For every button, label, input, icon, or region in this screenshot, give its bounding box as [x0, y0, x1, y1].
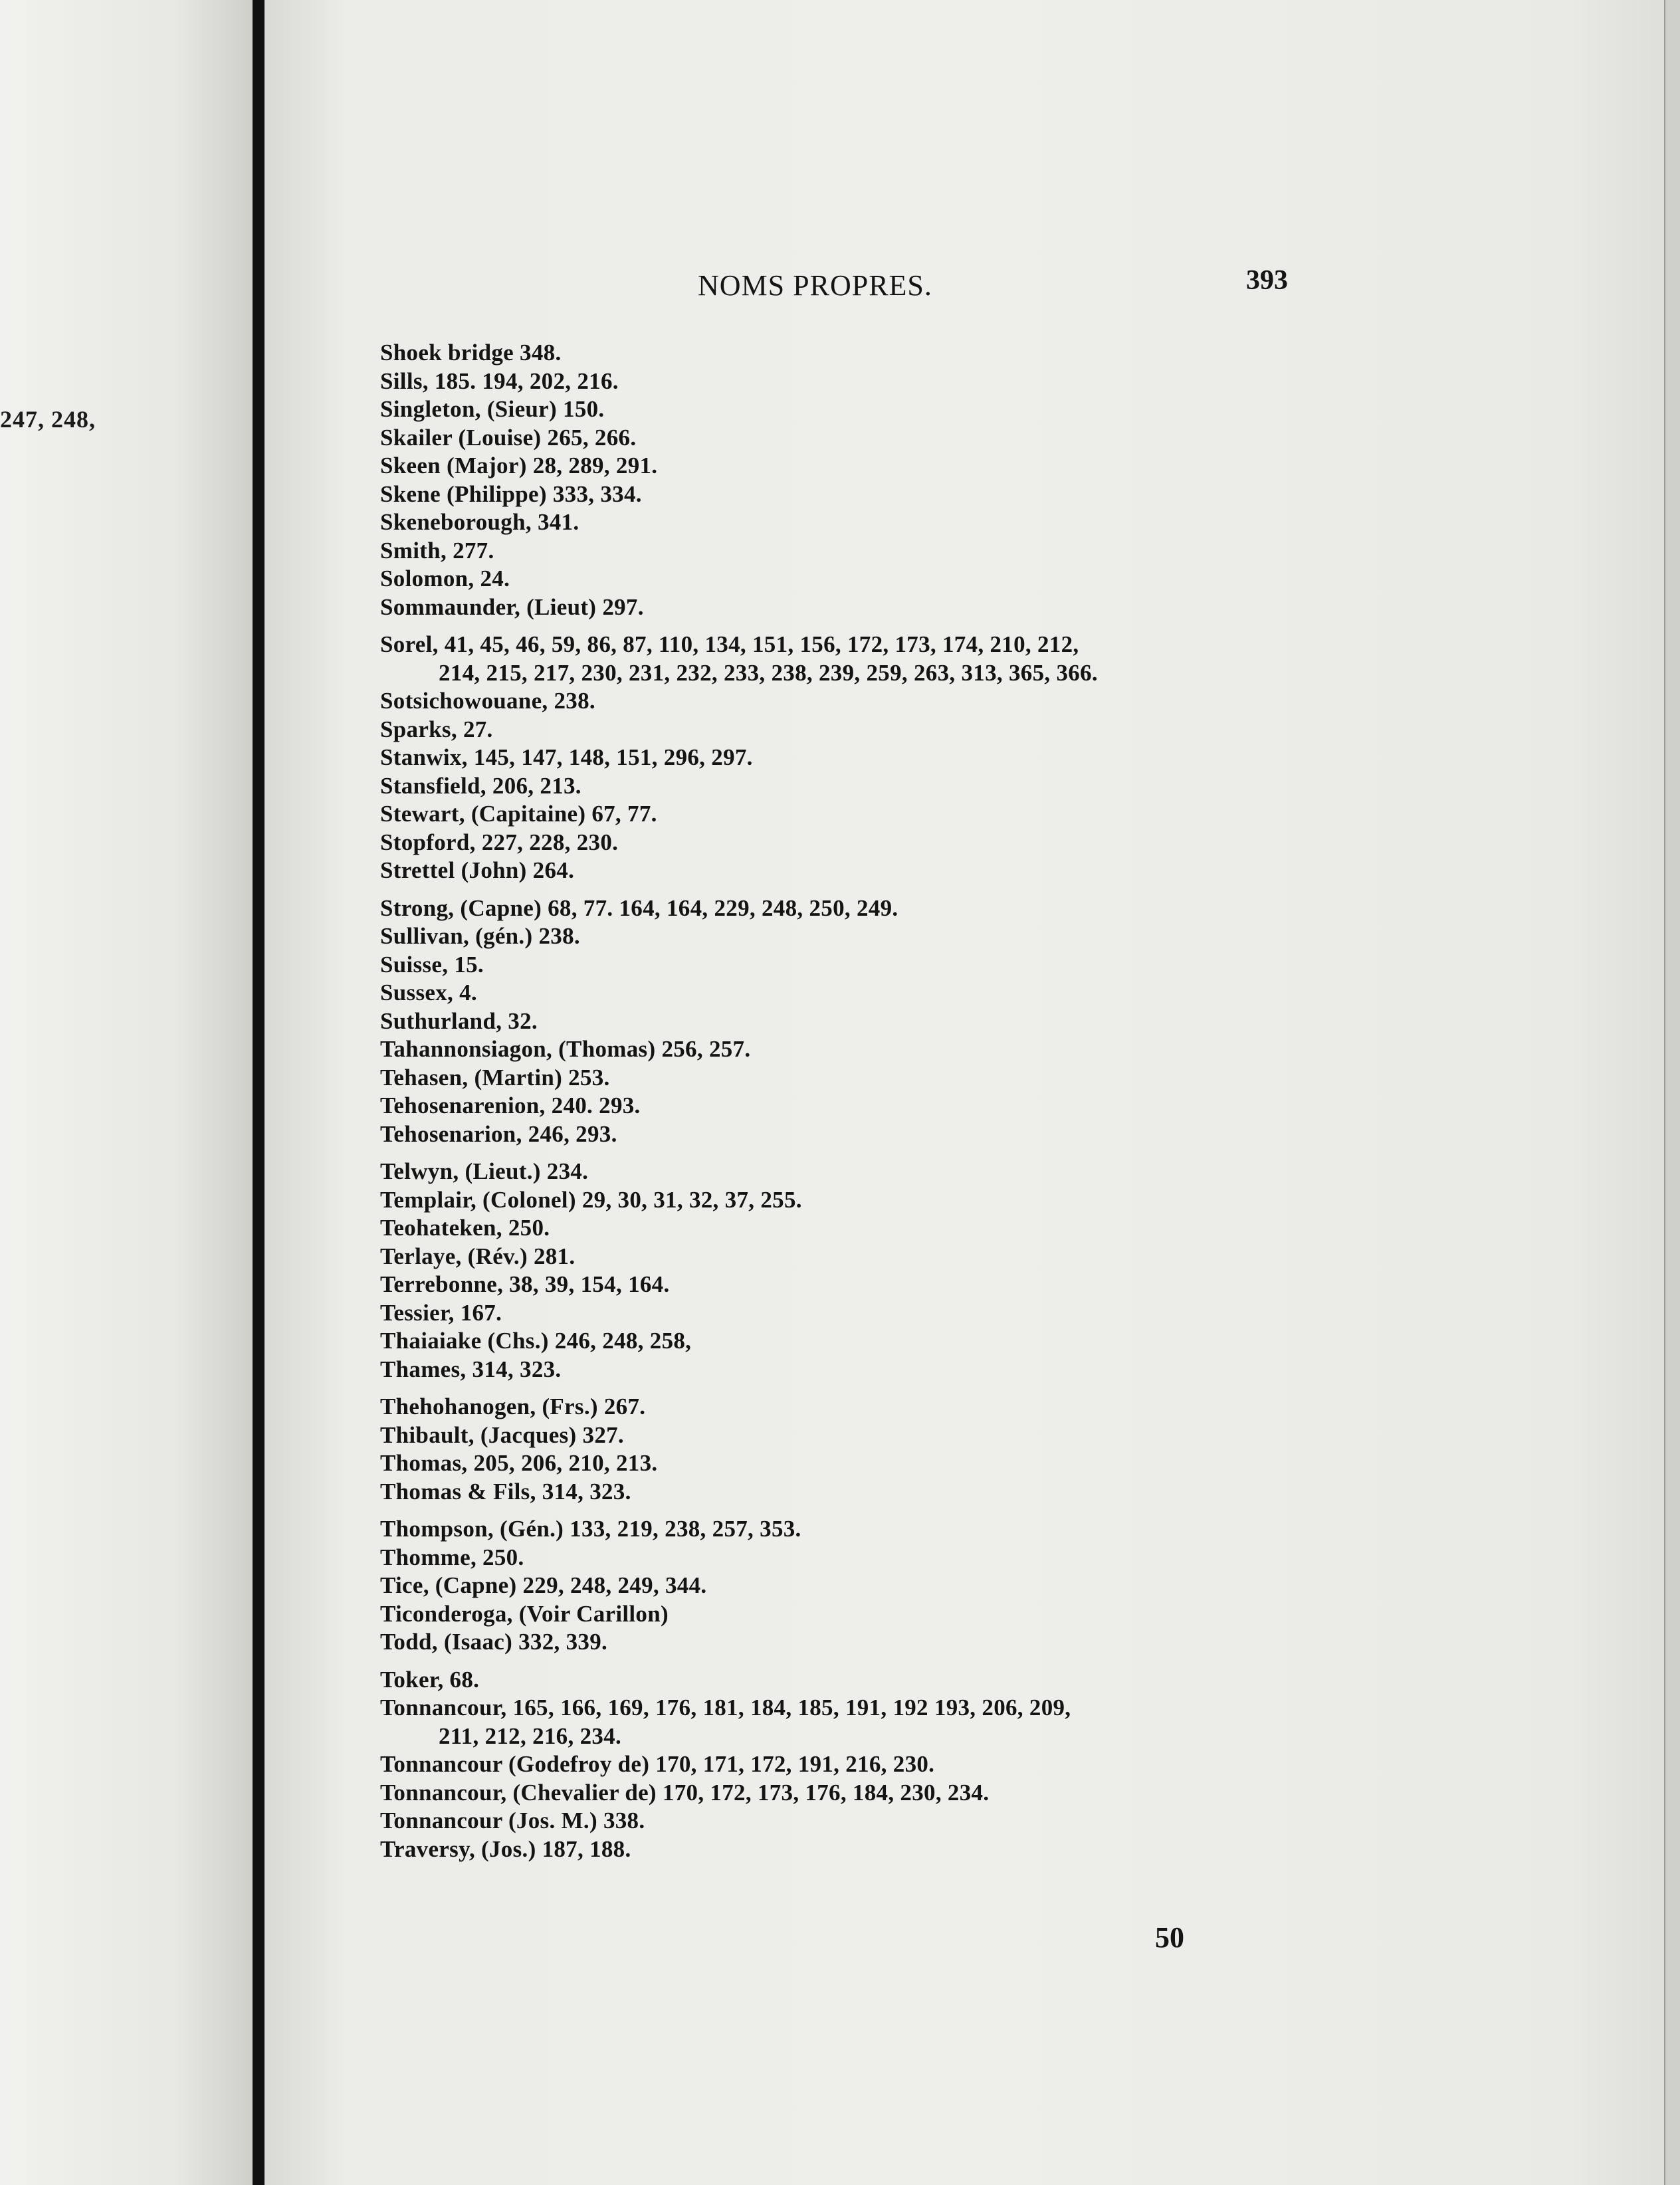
index-entry — [380, 1243, 1324, 1271]
index-entry-text: Toker, 68. — [380, 1666, 480, 1693]
index-entry-text: Smith, 277. — [380, 537, 494, 564]
index-entry-text: Thompson, (Gén.) 133, 219, 238, 257, 353. — [380, 1516, 801, 1542]
index-entry-text: Solomon, 24. — [380, 566, 510, 591]
index-entry — [380, 894, 1324, 923]
index-entry-text: Tahannonsiagon, (Thomas) 256, 257. — [380, 1036, 751, 1062]
index-entry-text: Todd, (Isaac) 332, 339. — [380, 1629, 608, 1655]
index-entry — [380, 687, 1324, 716]
index-entry — [380, 1356, 1324, 1384]
index-entry — [380, 452, 1324, 480]
index-entry — [380, 1750, 1324, 1779]
index-entry-text: Stansfield, 206, 213. — [380, 772, 581, 799]
index-entry-text: Tehasen, (Martin) 253. — [380, 1064, 610, 1091]
index-entry-text: Strong, (Capne) 68, 77. 164, 164, 229, 248, 250, 249. — [380, 894, 898, 921]
index-entry-text: Thomas, 205, 206, 210, 213. — [380, 1450, 658, 1476]
index-entry-text: Ticonderoga, (Voir Carillon) — [380, 1600, 669, 1627]
index-entry-text: Stopford, 227, 228, 230. — [380, 829, 619, 855]
index-entry-text: Skeneborough, 341. — [380, 509, 579, 535]
index-entry — [380, 1158, 1324, 1186]
index-entry-continuation: 211, 212, 216, 234. — [439, 1722, 622, 1749]
previous-page-fragment: 247, 248, — [0, 406, 96, 433]
index-entry — [380, 1807, 1324, 1835]
index-entry-text: Suthurland, 32. — [380, 1007, 538, 1034]
index-entry-text: Sorel, 41, 45, 46, 59, 86, 87, 110, 134, 151, 156, 172, 173, 174, 210, 212, — [380, 631, 1079, 657]
page-number: 393 — [1246, 265, 1288, 296]
index-entry-text: Terlaye, (Rév.) 281. — [380, 1243, 576, 1269]
index-entry-text: Tehosenarenion, 240. 293. — [380, 1092, 641, 1118]
index-entry-text: Tessier, 167. — [380, 1299, 502, 1326]
index-entry-text: Sotsichowouane, 238. — [380, 688, 595, 714]
index-entry-text: Sommaunder, (Lieut) 297. — [380, 593, 644, 620]
index-entry-text: Thehohanogen, (Frs.) 267. — [380, 1394, 646, 1419]
index-entry — [380, 565, 1324, 593]
index-entry-text: Skailer (Louise) 265, 266. — [380, 424, 637, 451]
index-entry-text: Thibault, (Jacques) 327. — [380, 1421, 624, 1448]
index-entry — [380, 1572, 1324, 1600]
index-entry — [380, 1600, 1324, 1629]
index-entry — [380, 367, 1324, 396]
index-entry-text: Templair, (Colonel) 29, 30, 31, 32, 37, 255. — [380, 1186, 802, 1213]
index-entry-text: Skeen (Major) 28, 289, 291. — [380, 453, 658, 478]
index-entry — [380, 829, 1324, 857]
index-entry — [380, 1779, 1324, 1808]
index-entry — [380, 508, 1324, 537]
index-entry — [380, 1449, 1324, 1478]
index-entry-text: Tice, (Capne) 229, 248, 249, 344. — [380, 1572, 707, 1598]
index-entry — [380, 922, 1324, 951]
index-entry-text: Tehosenarion, 246, 293. — [380, 1120, 617, 1147]
index-entry — [380, 1007, 1324, 1036]
index-entry — [380, 631, 1324, 687]
index-entry — [380, 1393, 1324, 1421]
index-entry — [380, 537, 1324, 566]
index-entry-text: Telwyn, (Lieut.) 234. — [380, 1158, 589, 1184]
index-entry-text: Tonnancour (Godefroy de) 170, 171, 172, 191, 216, 230. — [380, 1751, 935, 1777]
index-entry-text: Sullivan, (gén.) 238. — [380, 923, 580, 949]
index-entry-text: Tonnancour, (Chevalier de) 170, 172, 173, 176, 184, 230, 234. — [380, 1779, 990, 1806]
index-entry — [380, 1478, 1324, 1507]
index-entry-text: Singleton, (Sieur) 150. — [380, 396, 605, 422]
index-entry — [380, 1421, 1324, 1450]
index-entry-text: Tonnancour (Jos. M.) 338. — [380, 1808, 645, 1833]
index-entry — [380, 1064, 1324, 1092]
signature-mark: 50 — [1155, 1921, 1184, 1954]
index-entry — [380, 1120, 1324, 1149]
index-entry — [380, 1092, 1324, 1120]
index-entry — [380, 716, 1324, 744]
index-entry-text: Shoek bridge 348. — [380, 340, 562, 365]
index-entry-text: Terrebonne, 38, 39, 154, 164. — [380, 1271, 670, 1297]
index-entry-text: Tonnancour, 165, 166, 169, 176, 181, 184, 185, 191, 192 193, 206, 209, — [380, 1695, 1071, 1720]
index-entry-continuation: 214, 215, 217, 230, 231, 232, 233, 238, 239, 259, 263, 313, 365, 366. — [439, 659, 1098, 686]
index-entry-text: Thomas & Fils, 314, 323. — [380, 1478, 631, 1505]
index-entry — [380, 772, 1324, 801]
index-entry-text: Suisse, 15. — [380, 951, 484, 978]
index-entry-list — [380, 339, 1324, 1863]
index-entry — [380, 800, 1324, 829]
index-entry-text: Strettel (John) 264. — [380, 857, 575, 883]
index-entry-text: Sussex, 4. — [380, 980, 477, 1005]
index-entry-text: Sparks, 27. — [380, 716, 493, 742]
book-gutter — [253, 0, 264, 2185]
index-entry — [380, 1035, 1324, 1064]
index-entry — [380, 1271, 1324, 1299]
index-entry-text: Teohateken, 250. — [380, 1215, 550, 1241]
index-entry — [380, 951, 1324, 980]
index-entry — [380, 1515, 1324, 1544]
index-entry-text: Skene (Philippe) 333, 334. — [380, 480, 642, 507]
index-entry — [380, 1299, 1324, 1328]
index-entry — [380, 339, 1324, 367]
index-entry — [380, 1628, 1324, 1657]
index-entry — [380, 1544, 1324, 1572]
index-entry — [380, 979, 1324, 1007]
index-entry — [380, 1835, 1324, 1864]
index-entry-text: Traversy, (Jos.) 187, 188. — [380, 1835, 631, 1862]
index-entry-text: Thaiaiake (Chs.) 246, 248, 258, — [380, 1328, 692, 1354]
index-entry-text: Sills, 185. 194, 202, 216. — [380, 367, 619, 394]
index-entry-text: Thomme, 250. — [380, 1544, 524, 1570]
page-edge — [1664, 0, 1680, 2185]
index-entry-text: Stanwix, 145, 147, 148, 151, 296, 297. — [380, 744, 753, 770]
index-entry — [380, 424, 1324, 453]
index-entry-text: Thames, 314, 323. — [380, 1356, 562, 1382]
index-entry — [380, 1186, 1324, 1215]
previous-page-edge — [0, 0, 253, 2185]
index-entry — [380, 744, 1324, 772]
index-entry — [380, 593, 1324, 622]
index-entry — [380, 1666, 1324, 1695]
index-entry — [380, 1694, 1324, 1750]
index-entry — [380, 395, 1324, 424]
index-entry-text: Stewart, (Capitaine) 67, 77. — [380, 801, 657, 827]
index-entry — [380, 857, 1324, 885]
index-entry — [380, 480, 1324, 509]
page-title: NOMS PROPRES. — [698, 269, 932, 302]
index-entry — [380, 1327, 1324, 1356]
index-entry — [380, 1214, 1324, 1243]
